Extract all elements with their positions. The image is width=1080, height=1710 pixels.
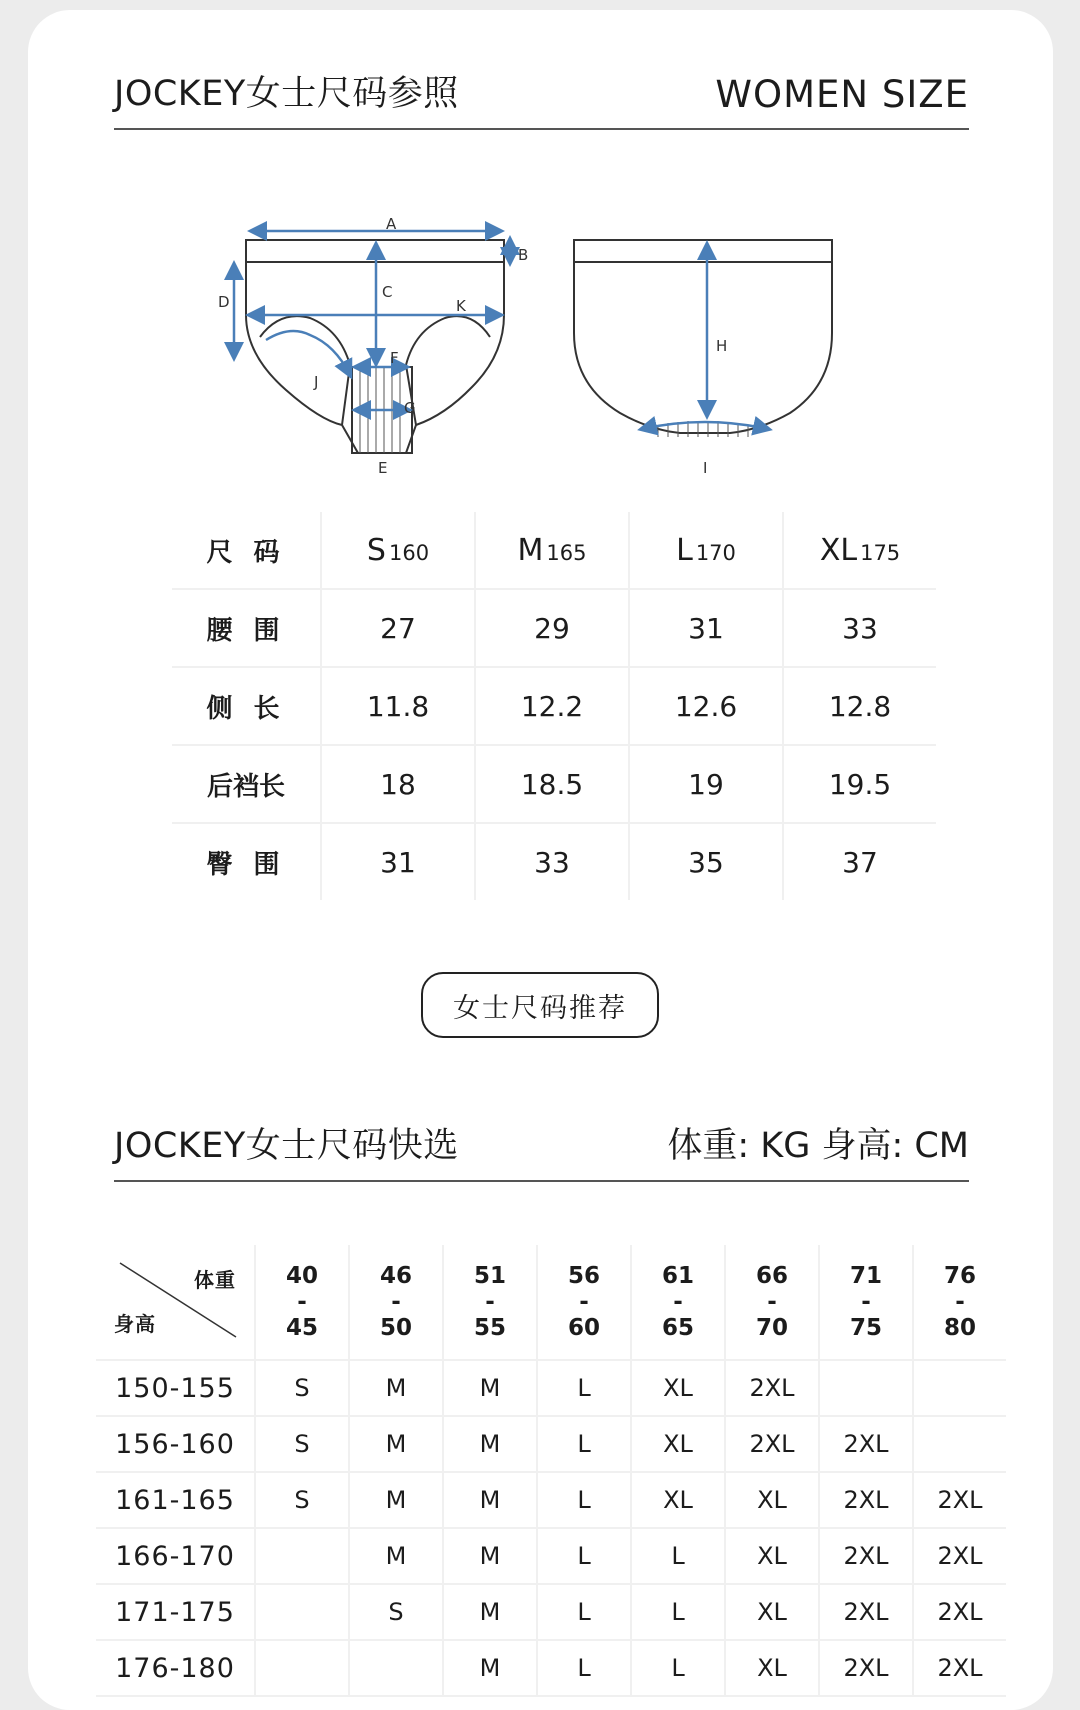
table-cell: 12.2 [475, 667, 629, 745]
size-cell: M [349, 1528, 443, 1584]
table-row [172, 667, 936, 745]
table-row [96, 1472, 1006, 1528]
weight-range: 46 - 50 [349, 1245, 443, 1360]
size-cell: M [349, 1360, 443, 1416]
size-l: L 170 [629, 512, 783, 589]
label-k: K [456, 297, 466, 315]
table-cell: 33 [475, 823, 629, 900]
size-cell: 2XL [913, 1472, 1006, 1528]
height-range: 156-160 [96, 1416, 255, 1472]
table-row [96, 1528, 1006, 1584]
table-cell: 35 [629, 823, 783, 900]
row-label: 侧 长 [172, 667, 321, 745]
back-view [574, 240, 832, 433]
size-reference-header [114, 66, 969, 116]
height-range: 171-175 [96, 1584, 255, 1640]
label-h: H [716, 337, 728, 355]
size-cell: XL [631, 1472, 725, 1528]
quick-select-title: JOCKEY女士尺码快选 [114, 1126, 459, 1166]
label-f: F [390, 349, 399, 367]
row-label: 后裆长 [172, 745, 321, 823]
size-cell: 2XL [819, 1640, 913, 1696]
size-cell: S [255, 1472, 349, 1528]
size-header-row [172, 512, 936, 589]
table-cell: 11.8 [321, 667, 475, 745]
weight-range: 61 - 65 [631, 1245, 725, 1360]
size-cell: L [537, 1472, 631, 1528]
size-cell: M [349, 1472, 443, 1528]
weight-range: 51 - 55 [443, 1245, 537, 1360]
size-cell: S [255, 1360, 349, 1416]
size-table [172, 512, 936, 900]
size-cell: XL [725, 1640, 819, 1696]
height-range: 166-170 [96, 1528, 255, 1584]
table-cell: 12.8 [783, 667, 936, 745]
label-e: E [378, 459, 388, 477]
table-cell: 27 [321, 589, 475, 667]
size-cell: XL [725, 1528, 819, 1584]
size-cell: 2XL [725, 1416, 819, 1472]
size-cell: L [537, 1584, 631, 1640]
size-m: M 165 [475, 512, 629, 589]
weight-range: 76 - 80 [913, 1245, 1006, 1360]
table-cell: 31 [321, 823, 475, 900]
women-size-label: WOMEN SIZE [715, 73, 969, 116]
height-range: 150-155 [96, 1360, 255, 1416]
size-cell [913, 1416, 1006, 1472]
table-cell: 31 [629, 589, 783, 667]
size-cell: XL [631, 1416, 725, 1472]
size-cell: 2XL [819, 1528, 913, 1584]
table-row [96, 1584, 1006, 1640]
size-cell: L [631, 1640, 725, 1696]
label-g: G [404, 399, 416, 417]
size-s: S 160 [321, 512, 475, 589]
size-row-label: 尺 码 [172, 512, 321, 589]
size-cell: S [255, 1416, 349, 1472]
label-i: I [703, 459, 708, 477]
size-cell: 2XL [819, 1416, 913, 1472]
size-cell: 2XL [913, 1640, 1006, 1696]
size-cell: M [443, 1640, 537, 1696]
quick-select-divider [114, 1180, 969, 1182]
table-row [172, 823, 936, 900]
size-cell: 2XL [725, 1360, 819, 1416]
table-row [96, 1640, 1006, 1696]
size-cell: M [443, 1528, 537, 1584]
table-cell: 19 [629, 745, 783, 823]
size-cell: XL [631, 1360, 725, 1416]
quick-select-header [114, 1118, 969, 1168]
corner-cell [96, 1245, 255, 1360]
size-cell [255, 1528, 349, 1584]
size-cell: L [537, 1528, 631, 1584]
diagonal-line [96, 1245, 254, 1359]
quick-select-table [96, 1245, 1006, 1697]
table-row [96, 1360, 1006, 1416]
label-c: C [382, 283, 393, 301]
table-row [172, 745, 936, 823]
size-cell [349, 1640, 443, 1696]
size-cell: M [443, 1416, 537, 1472]
table-row [96, 1416, 1006, 1472]
size-cell: 2XL [819, 1472, 913, 1528]
size-cell: L [631, 1528, 725, 1584]
corner-height-label: 身高 [114, 1312, 156, 1336]
table-cell: 33 [783, 589, 936, 667]
weight-range: 66 - 70 [725, 1245, 819, 1360]
size-cell [255, 1584, 349, 1640]
table-cell: 12.6 [629, 667, 783, 745]
units-label: 体重: KG 身高: CM [667, 1126, 969, 1166]
row-label: 臀 围 [172, 823, 321, 900]
size-cell [255, 1640, 349, 1696]
size-cell: M [443, 1472, 537, 1528]
size-cell: XL [725, 1472, 819, 1528]
size-cell [913, 1360, 1006, 1416]
size-cell: M [443, 1584, 537, 1640]
size-cell: L [537, 1640, 631, 1696]
size-cell: L [631, 1584, 725, 1640]
size-cell: XL [725, 1584, 819, 1640]
label-d: D [218, 293, 230, 311]
size-cell [819, 1360, 913, 1416]
size-reference-title: JOCKEY女士尺码参照 [114, 74, 459, 114]
corner-weight-label: 体重 [194, 1268, 236, 1292]
table-row [172, 589, 936, 667]
table-cell: 18.5 [475, 745, 629, 823]
size-xl: XL 175 [783, 512, 936, 589]
height-range: 161-165 [96, 1472, 255, 1528]
size-cell: 2XL [913, 1528, 1006, 1584]
weight-range: 56 - 60 [537, 1245, 631, 1360]
size-cell: L [537, 1360, 631, 1416]
size-cell: L [537, 1416, 631, 1472]
size-cell: M [349, 1416, 443, 1472]
table-cell: 29 [475, 589, 629, 667]
label-b: B [518, 246, 529, 264]
weight-range: 71 - 75 [819, 1245, 913, 1360]
table-cell: 18 [321, 745, 475, 823]
size-cell: 2XL [913, 1584, 1006, 1640]
size-cell: S [349, 1584, 443, 1640]
size-cell: M [443, 1360, 537, 1416]
label-a: A [386, 215, 397, 233]
height-range: 176-180 [96, 1640, 255, 1696]
table-cell: 19.5 [783, 745, 936, 823]
label-j: J [314, 373, 319, 391]
size-cell: 2XL [819, 1584, 913, 1640]
brief-measurement-diagram [210, 215, 850, 485]
size-recommend-button[interactable]: 女士尺码推荐 [421, 972, 659, 1038]
table-cell: 37 [842, 845, 878, 879]
weight-header-row [96, 1245, 1006, 1360]
weight-range: 40 - 45 [255, 1245, 349, 1360]
header-divider [114, 128, 969, 130]
row-label: 腰 围 [172, 589, 321, 667]
